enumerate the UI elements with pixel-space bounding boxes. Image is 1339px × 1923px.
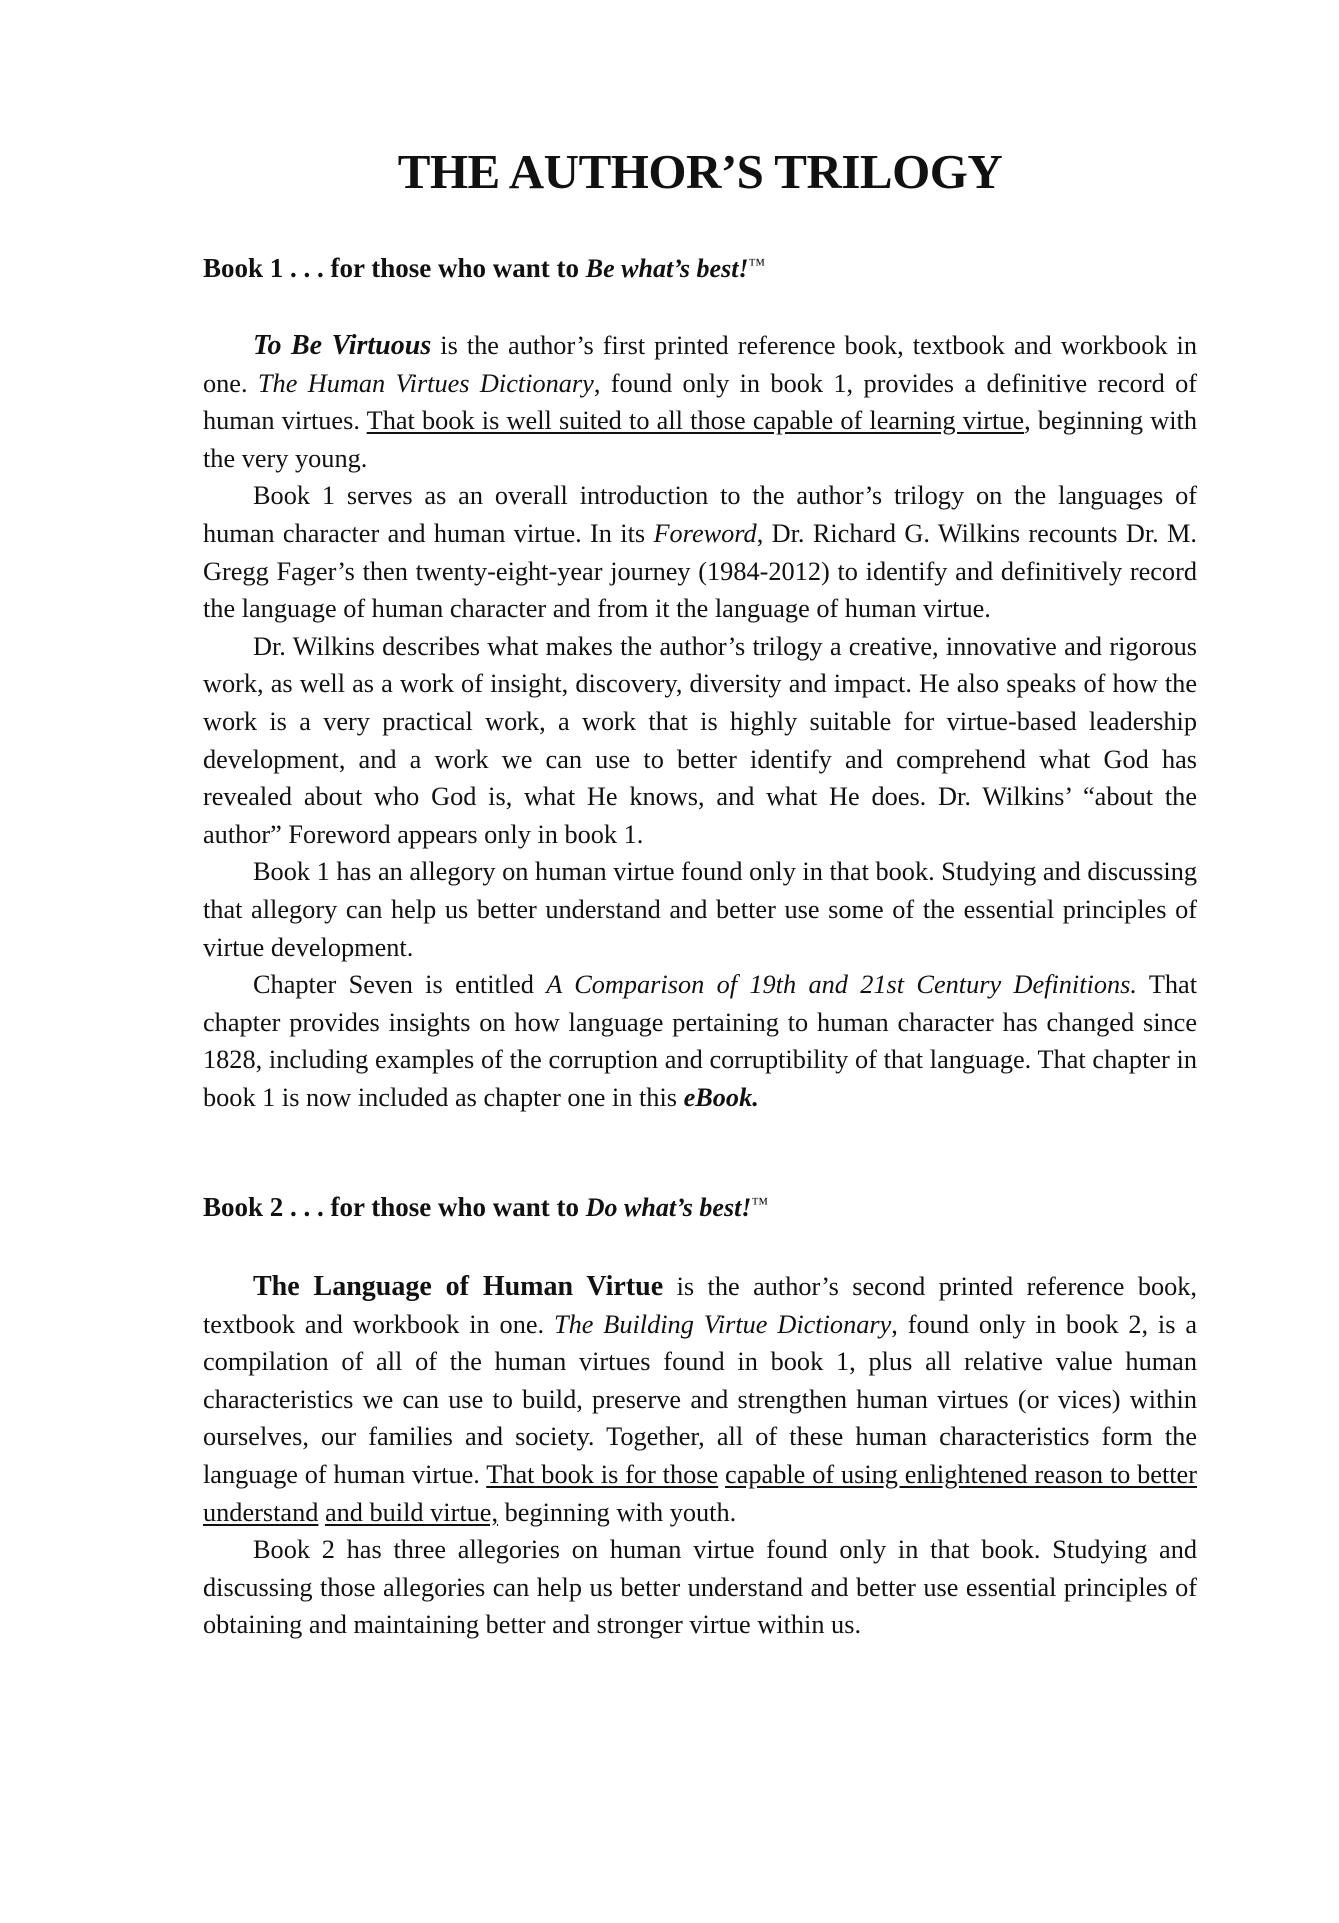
italic-text: The Human Virtues Dictionary	[257, 368, 594, 398]
trademark-symbol: ™	[751, 1194, 769, 1213]
page-title: THE AUTHOR’S TRILOGY	[397, 144, 1003, 199]
text-run: , Dr. Richard G. Wilkins recounts Dr. M. Gregg Fager’s then twenty-eight-year journey (1984-2012) to identify and definitively record the language of human character and from it the language of human virtue.	[203, 518, 1197, 624]
text-run	[318, 1498, 325, 1527]
book-2-tagline: Do what’s best!	[585, 1193, 752, 1222]
body-paragraph	[203, 966, 1197, 1116]
text-run: Chapter Seven is entitled	[253, 970, 547, 1000]
underlined-text: capable of using enlightened reason to better understand	[203, 1459, 1197, 1527]
book-2-heading-label: Book 2 . . . for those who want to	[203, 1192, 586, 1222]
text-run: That chapter provides insights on how language pertaining to human character has changed since 1828, including examples of the corruption and corruptibility of that language. That chapter in book 1 is now included as chapter one in this	[203, 970, 1198, 1112]
body-paragraph	[203, 327, 1197, 477]
body-paragraph	[203, 853, 1197, 966]
text-run: , found only in book 2, is a compilation of all of the human virtues found in book 1, plus all relative value human characteristics we can use to build, preserve and strengthen human virtues (or vices) within ourselves, our families and society. Together, all of these human characteristics form the language of human virtue.	[203, 1309, 1197, 1489]
text-run: Book 1 has an allegory on human virtue found only in that book. Studying and discussing that allegory can help us better understand and better use some of the essential principles of virtue development.	[203, 857, 1197, 962]
document-page	[203, 0, 1198, 1640]
book-title-text: The Language of Human Virtue	[253, 1271, 664, 1302]
book-1-heading-label: Book 1 . . . for those who want to	[203, 253, 586, 283]
book-2-heading	[203, 1187, 768, 1225]
underlined-text: That book is well suited to all those capable of learning virtue	[366, 406, 1025, 436]
underlined-text: That book is for those	[486, 1459, 719, 1489]
text-run: Dr. Wilkins describes what makes the author’s trilogy a creative, innovative and rigorous work, as well as a work of insight, discovery, diversity and impact. He also speaks of how the work is a very practical work, a work that is highly suitable for virtue-based leadership development, and a work we can use to better identify and comprehend what God has revealed about who God is, what He knows, and what He does. Dr. Wilkins’ “about the author” Foreword appears only in book 1.	[203, 631, 1197, 849]
text-run: is the author’s first printed reference book, textbook and workbook in one.	[203, 331, 1198, 398]
book-1-tagline: Be what’s best!	[585, 254, 749, 283]
text-run: beginning with youth.	[498, 1497, 737, 1527]
trademark-symbol: ™	[748, 255, 766, 274]
text-run: Book 1 serves as an overall introduction to the author’s trilogy on the languages of human character and human virtue. In its	[203, 481, 1197, 548]
body-paragraph	[203, 1531, 1197, 1644]
book-1-section	[203, 327, 1197, 1116]
book-title-text: To Be Virtuous	[253, 330, 432, 361]
underlined-text: and build virtue,	[324, 1497, 499, 1527]
text-run: Book 2 has three allegories on human virtue found only in that book. Studying and discussing those allegories can help us better understand and better use essential principles of obtaining and maintaining better and stronger virtue within us.	[203, 1535, 1197, 1640]
text-run: , found only in book 1, provides a definitive record of human virtues.	[203, 368, 1198, 436]
book-2-section	[203, 1268, 1197, 1644]
text-run: is the author’s second printed reference book, textbook and workbook in one.	[203, 1272, 1197, 1339]
body-paragraph	[203, 628, 1197, 854]
body-paragraph	[203, 1268, 1197, 1531]
body-paragraph	[203, 477, 1197, 627]
text-run: , beginning with the very young.	[203, 406, 1197, 473]
book-1-heading	[203, 248, 765, 286]
italic-text: The Building Virtue Dictionary	[553, 1309, 892, 1339]
italic-text: eBook.	[683, 1082, 759, 1112]
italic-text: Foreword	[653, 518, 757, 548]
italic-text: A Comparison of 19th and 21st Century Definitions.	[546, 970, 1137, 1000]
